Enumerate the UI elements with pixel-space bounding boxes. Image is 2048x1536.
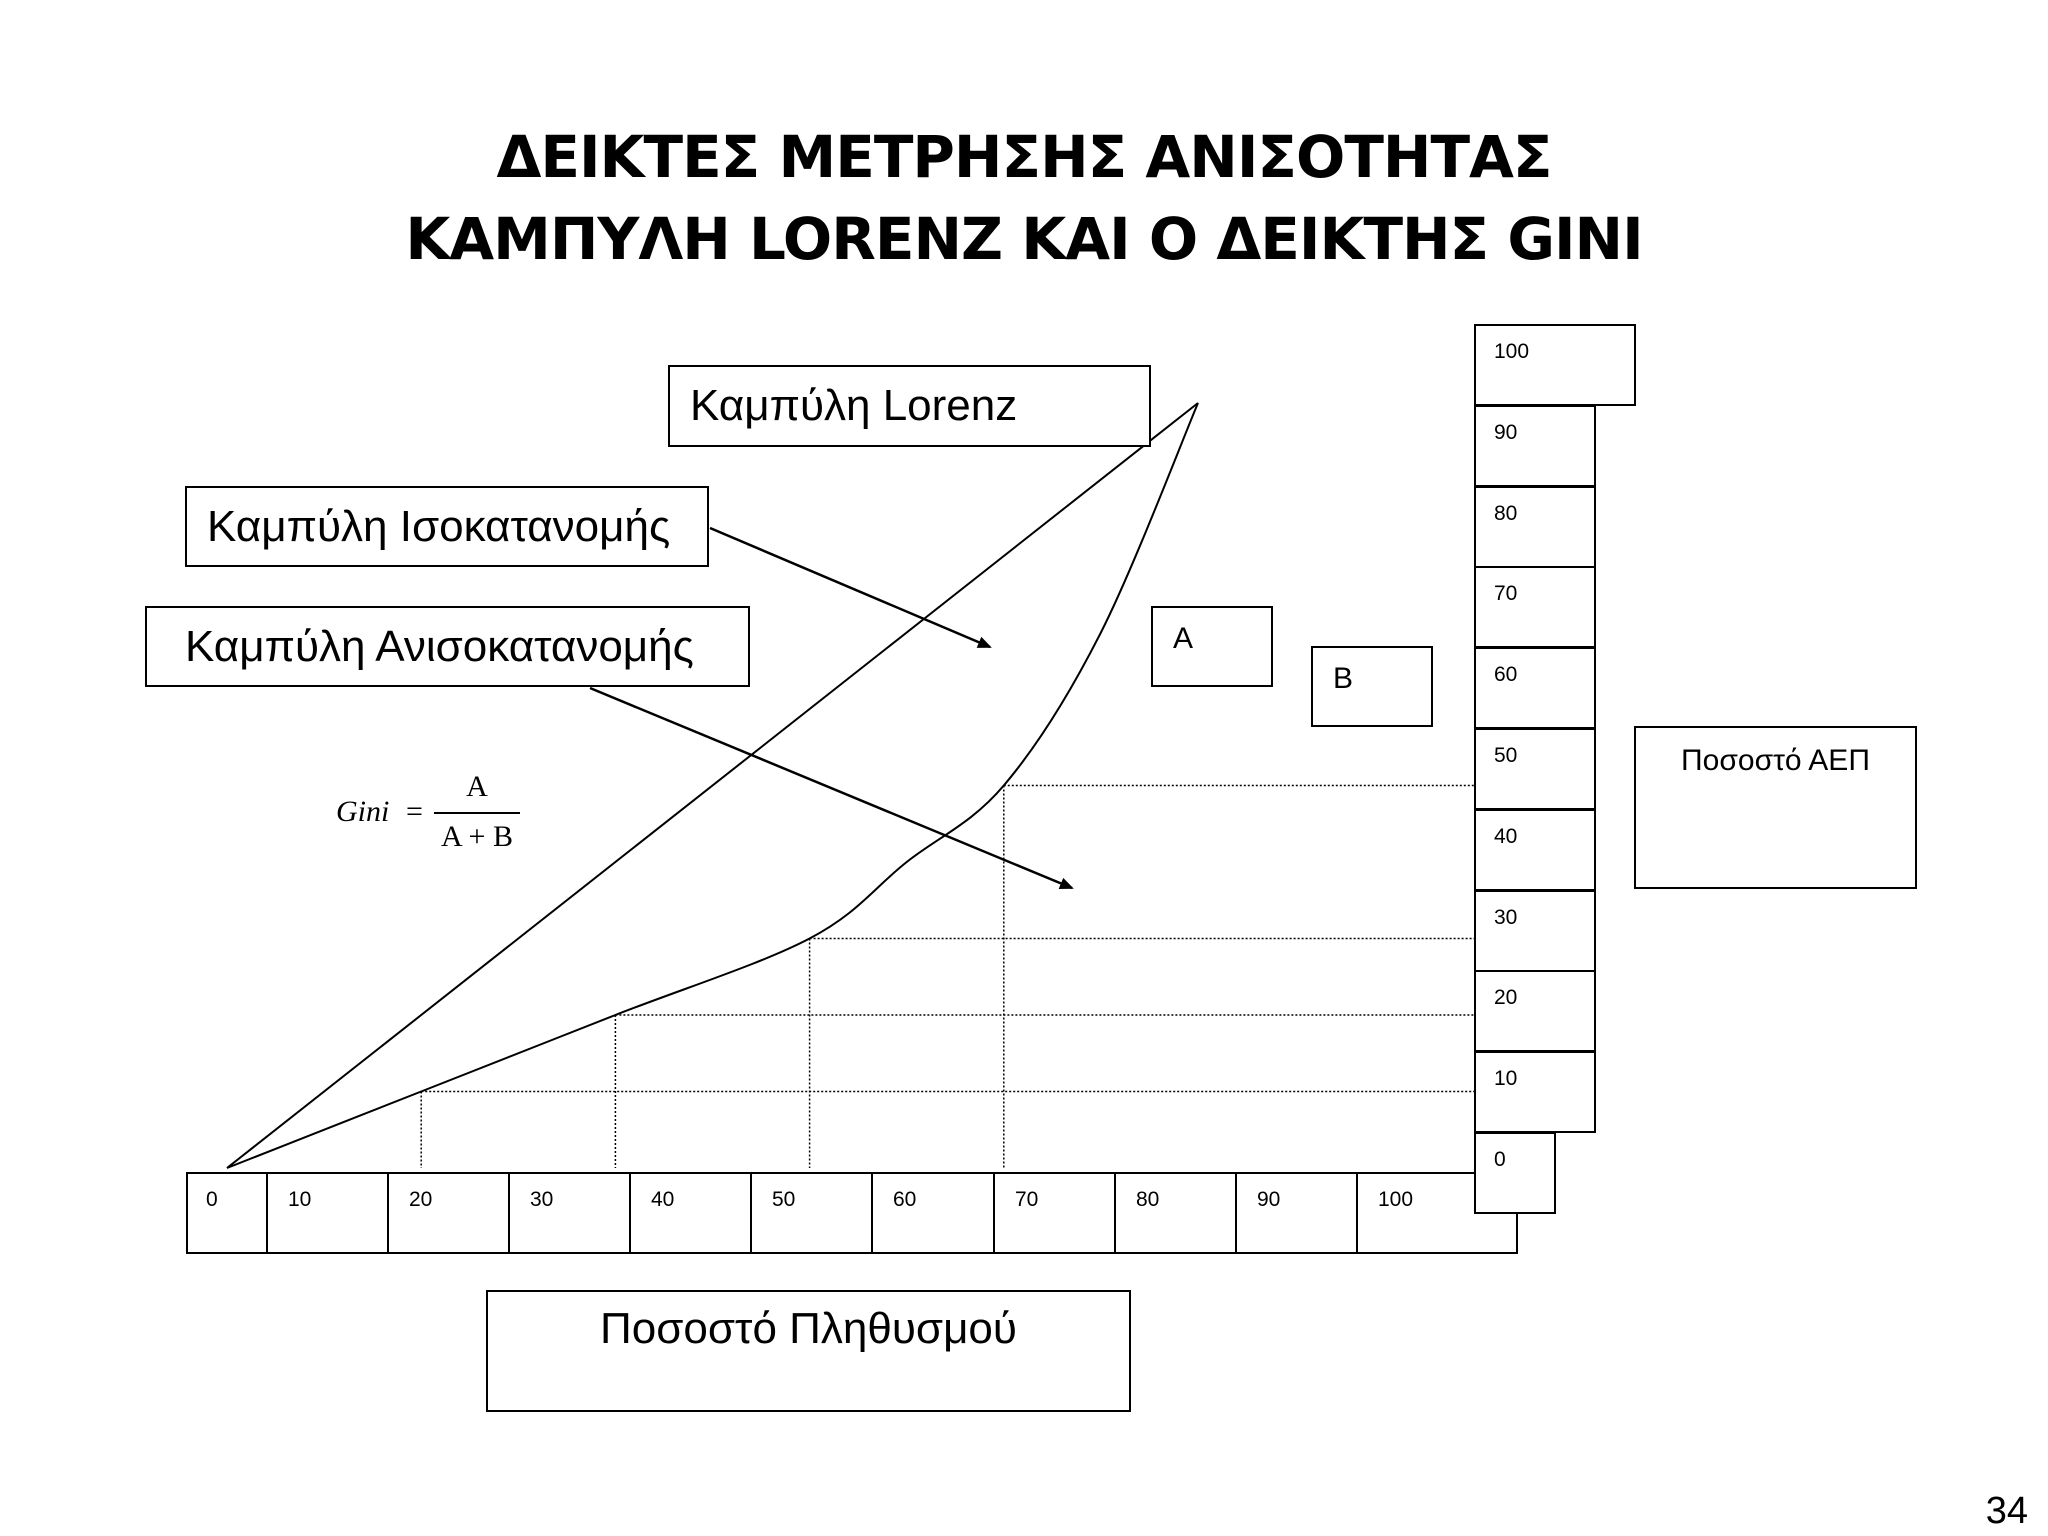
gini-lhs: Gini	[336, 795, 390, 828]
equality-label: Καμπύλη Ισοκατανομής	[207, 502, 671, 551]
area-a-box	[1151, 606, 1273, 687]
x-scale-cell	[871, 1172, 995, 1254]
y-scale-cell	[1474, 728, 1596, 810]
x-scale-cell	[1235, 1172, 1358, 1254]
y-tick-label: 10	[1494, 1067, 1518, 1091]
inequality-label-box	[145, 606, 750, 687]
inequality-label: Καμπύλη Ανισοκατανομής	[185, 622, 694, 671]
page-title-line-2: ΚΑΜΠΥΛΗ LORENZ ΚΑΙ Ο ΔΕΙΚΤΗΣ GINI	[405, 205, 1643, 273]
x-scale-cell	[266, 1172, 389, 1254]
x-tick-label: 0	[206, 1188, 218, 1211]
x-tick-label: 80	[1136, 1188, 1160, 1211]
y-scale-cell	[1474, 890, 1596, 972]
x-scale-cell	[629, 1172, 752, 1254]
x-axis-label-box	[486, 1290, 1131, 1412]
y-tick-label: 0	[1494, 1148, 1506, 1171]
area-a-label: A	[1173, 622, 1194, 655]
x-scale-cell	[993, 1172, 1116, 1254]
x-tick-label: 60	[893, 1188, 917, 1211]
area-b-box	[1311, 646, 1433, 727]
x-tick-label: 30	[530, 1188, 554, 1211]
x-scale-cell	[508, 1172, 631, 1254]
x-scale-cell	[750, 1172, 873, 1254]
gini-denominator: A + B	[441, 820, 513, 853]
lorenz-label: Καμπύλη Lorenz	[690, 381, 1018, 430]
y-tick-label: 80	[1494, 501, 1518, 525]
x-tick-label: 90	[1257, 1188, 1281, 1211]
x-tick-label: 10	[288, 1188, 312, 1211]
x-tick-label: 40	[651, 1188, 675, 1211]
y-scale-cell	[1474, 566, 1596, 648]
guide-lines	[421, 786, 1474, 1169]
x-tick-label: 20	[409, 1188, 433, 1211]
equality-label-box	[185, 486, 709, 567]
y-tick-label: 20	[1494, 986, 1518, 1010]
y-tick-label: 90	[1494, 420, 1518, 444]
equality-arrow	[710, 528, 990, 647]
lorenz-label-box	[668, 365, 1151, 447]
gini-formula	[336, 770, 536, 860]
x-tick-label: 100	[1378, 1188, 1414, 1211]
x-scale-cell	[1114, 1172, 1237, 1254]
x-scale-cell	[186, 1172, 268, 1254]
y-tick-label: 40	[1494, 824, 1518, 848]
gini-fraction-bar	[434, 812, 520, 814]
y-tick-label: 30	[1494, 905, 1518, 929]
y-scale-cell	[1474, 970, 1596, 1052]
x-tick-label: 70	[1015, 1188, 1039, 1211]
y-scale-cell	[1474, 1051, 1596, 1133]
x-scale-cell	[387, 1172, 510, 1254]
area-b-label: B	[1333, 662, 1354, 695]
y-scale-cell	[1474, 486, 1596, 568]
y-axis-label: Ποσοστό ΑΕΠ	[1681, 744, 1870, 777]
y-tick-label: 60	[1494, 663, 1518, 687]
page-number: 34	[1985, 1490, 2028, 1532]
x-axis-label: Ποσοστό Πληθυσμού	[600, 1304, 1017, 1353]
y-scale-cell	[1474, 405, 1596, 487]
page-title-line-1: ΔΕΙΚΤΕΣ ΜΕΤΡΗΣΗΣ ΑΝΙΣΟΤΗΤΑΣ	[496, 123, 1552, 191]
gini-numerator: A	[466, 770, 488, 803]
y-scale-cell	[1474, 1132, 1556, 1214]
x-tick-label: 50	[772, 1188, 796, 1211]
y-tick-label: 50	[1494, 744, 1518, 767]
y-tick-label: 100	[1494, 340, 1530, 363]
y-axis-label-box	[1634, 726, 1917, 889]
y-scale-cell	[1474, 809, 1596, 891]
y-scale-cell	[1474, 647, 1596, 729]
y-scale-cell	[1474, 324, 1636, 406]
y-tick-label: 70	[1494, 582, 1518, 606]
inequality-arrow	[590, 688, 1072, 888]
gini-equals: =	[406, 795, 423, 828]
